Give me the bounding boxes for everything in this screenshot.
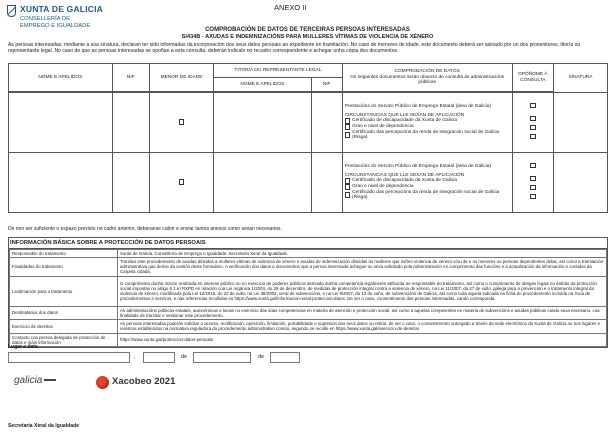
doc-dependencia-checkbox[interactable] bbox=[345, 124, 351, 130]
nome-cell[interactable] bbox=[9, 93, 113, 153]
page-title: COMPROBACIÓN DE DATOS DE TERCEIRAS PERSOAS INTERESADAS bbox=[205, 27, 410, 33]
doc-discapacidade: Certificado de discapacidade da Xunta de Galicia bbox=[352, 118, 457, 124]
col-opon: OPÓÑOME Á CONSULTA bbox=[512, 64, 553, 92]
privacy-text: Tramitar este procedemento de axudas dirixidas a mulleres vítimas de violencia de xénero e axudas de indemnización dirixidas ás mulleres que sofren violencia de xénero e/ou ás e os menores ou persoas dependentes delas, así como a tramitación administrativa que derive da xestión deste formulario. A verificación dos datos e documentos que a persoa interesada achegue ou sexa solicitado pola Administración en cumprimento das funcións e a actualización da información e contidos da Carpeta cidadá. bbox=[118, 257, 607, 276]
xunta-crest-icon bbox=[7, 5, 16, 17]
year-input[interactable] bbox=[270, 352, 300, 363]
privacy-row bbox=[10, 257, 607, 276]
menor-checkbox[interactable] bbox=[179, 179, 185, 185]
docs-cell bbox=[342, 93, 512, 153]
doc-dependencia: Grao e nivel de dependencia bbox=[352, 184, 414, 189]
privacy-label: Lexitimación para o tratamento bbox=[10, 276, 118, 306]
titor-nif-cell[interactable] bbox=[311, 153, 342, 213]
privacy-label: Finalidades do tratamento bbox=[10, 257, 118, 276]
opon-dependencia-checkbox[interactable] bbox=[530, 125, 536, 131]
opon-cell bbox=[512, 93, 553, 153]
place-input[interactable] bbox=[8, 352, 130, 363]
privacy-row bbox=[10, 276, 607, 306]
doc-dependencia-checkbox[interactable] bbox=[345, 184, 351, 190]
opon-risga-checkbox[interactable] bbox=[530, 134, 536, 140]
privacy-table bbox=[9, 249, 607, 347]
doc-sepe: Prestacións do Servizo Público de Emprego Estatal (área de Galicia) bbox=[344, 104, 492, 110]
privacy-row bbox=[10, 319, 607, 333]
nif-cell[interactable] bbox=[112, 93, 149, 153]
titor-nif-cell[interactable] bbox=[311, 93, 342, 153]
place-date-label: Lugar e data bbox=[8, 344, 38, 350]
place-date-row bbox=[8, 352, 608, 364]
col-sinatura: SINATURA bbox=[554, 64, 608, 93]
space-note: De non ser suficiente o espazo previsto no cadro anterior, deberanse cubrir e enviar tantos anexos como sexan necesarios. bbox=[8, 226, 282, 232]
page-subtitle: SI434B - AXUDAS E INDEMNIZACIÓNS PARA MULLERES VÍTIMAS DE VIOLENCIA DE XÉNERO bbox=[181, 34, 434, 40]
col-menor: MENOR DE IDADE bbox=[149, 64, 213, 92]
col-titor-nome: NOME E APELIDOS bbox=[214, 78, 311, 92]
privacy-box bbox=[8, 237, 608, 348]
opon-risga-checkbox[interactable] bbox=[530, 194, 536, 200]
privacy-text: As administracións públicas estatais, autonómicas e locais no exercicio das súas competencias en materia de atención e protección social, así como a aquelas competentes en materia de subvencións e axudas públicas cando sexa necesario, coa finalidade de tramitar e xestionar este procedemento. bbox=[118, 306, 607, 319]
opon-cell bbox=[512, 153, 553, 213]
sinatura-cell[interactable] bbox=[554, 153, 608, 213]
nome-cell[interactable] bbox=[9, 153, 113, 213]
privacy-text: O cumprimento dunha misión realizada en interese público ou no exercicio de poderes públicos derivada dunha competencia legalmente atribuída ao responsable do tratamento, así como o cumprimento de obrigas legais no ámbito da protección social impostas no artigo 6.1.e) RXPD en relación coa Lei orgánica 1/2004, do 28 de decembro, de medidas de protección integral contra a violencia de xénero, na Lei 11/2007, do 27 de xullo, galega para a prevención e o tratamento integral da violencia de xénero, modificada pola Lei 12/2016, do 22 de xullo, na Lei 38/2003, xeral de subvencións, e na Lei 9/2007, do 13 de xuño, de subvencións de Galicia, así como toda aquela indicada na ficha do procedemento incluída na Guía de procedementos e servizos, e nas referencias recollidas en https://www.xunta.gal/informacion-xeral-proteccion-datos. De ser o caso, consentimento das persoas interesadas, cando corresponda. bbox=[118, 276, 607, 306]
sinatura-cell[interactable] bbox=[554, 93, 608, 153]
col-nif: NIF bbox=[112, 64, 149, 92]
annex-label: ANEXO II bbox=[274, 3, 307, 12]
privacy-text: https://www.xunta.gal/proteccion-datos-persoais bbox=[118, 333, 607, 346]
titor-nome-cell[interactable] bbox=[214, 153, 311, 213]
privacy-label: Responsable do tratamento bbox=[10, 249, 118, 257]
date-de-1: de bbox=[181, 354, 188, 360]
titor-nome-cell[interactable] bbox=[214, 93, 311, 153]
date-comma: , bbox=[134, 354, 136, 360]
privacy-text: Xunta de Galicia. Consellería de Emprego e Igualdade. Secretaría Xeral da Igualdade. bbox=[118, 249, 607, 257]
privacy-label: Destinatarios dos datos bbox=[10, 306, 118, 319]
person-row bbox=[9, 93, 608, 153]
doc-discapacidade: Certificado de discapacidade da Xunta de Galicia bbox=[352, 178, 457, 184]
doc-dependencia: Grao e nivel de dependencia bbox=[352, 124, 414, 129]
privacy-row bbox=[10, 333, 607, 346]
person-row bbox=[9, 153, 608, 213]
doc-circunstancias: CIRCUNSTANCIAS QUE LLE SEXAN DE APLICACIÓN bbox=[344, 112, 465, 118]
col-titor-nif: NIF bbox=[311, 78, 342, 92]
opon-sepe-checkbox[interactable] bbox=[530, 103, 536, 109]
intro-text: As persoas interesadas, mediante a súa sinatura, declaran ter sido informadas da incorporación dos seus datos persoais ao expediente en tramitación. No caso de menores de idade, este documento deberá ser asinado por un dos proxenitores, titor/a ou representante legal. No caso de que as persoas interesadas se opoñan a esta consulta, deberán indicalo no recadro correspondente e achegar unha copia dos documentos. bbox=[8, 42, 581, 55]
menor-checkbox[interactable] bbox=[179, 119, 185, 125]
doc-risga-checkbox[interactable] bbox=[345, 132, 350, 138]
privacy-text: As persoas interesadas poderán solicitar o acceso, rectificación, oposición, limitación, portabilidade e supresión dos seus datos ou retirar, de ser o caso, o consentimento outorgado a través da sede electrónica da Xunta de Galicia ou nos lugares e rexistros establecidos na normativa reguladora do procedemento administrativo común, segundo se recolle en https://www.xunta.gal/exercicio-de-dereitos bbox=[118, 319, 607, 333]
doc-risga: Certificado das percepcións da renda de integración social de Galicia (Risga) bbox=[352, 189, 500, 201]
doc-sepe: Prestacións do Servizo Público de Emprego Estatal (área de Galicia) bbox=[344, 164, 492, 170]
xacobeo-mark-icon bbox=[96, 376, 109, 389]
galicia-swoosh-icon bbox=[44, 379, 56, 381]
logo-line1: XUNTA DE GALICIA bbox=[20, 4, 104, 14]
col-comprob: COMPROBACIÓN DE DATOS Os seguintes documentos serán obxecto de consulta ás administracións públicas bbox=[342, 64, 512, 92]
logo-line2: CONSELLERÍA DE EMPREGO E IGUALDADE bbox=[20, 16, 91, 29]
opon-sepe-checkbox[interactable] bbox=[530, 163, 536, 169]
opon-discapacidade-checkbox[interactable] bbox=[530, 176, 536, 182]
month-input[interactable] bbox=[193, 352, 251, 363]
doc-risga-checkbox[interactable] bbox=[345, 192, 350, 198]
menor-cell bbox=[149, 93, 213, 153]
opon-dependencia-checkbox[interactable] bbox=[530, 185, 536, 191]
privacy-heading: INFORMACIÓN BÁSICA SOBRE A PROTECCIÓN DE DATOS PERSOAIS bbox=[9, 238, 607, 249]
privacy-label: Contacto coa persoa delegada de protección de datos e máis información bbox=[10, 333, 118, 346]
privacy-row bbox=[10, 249, 607, 257]
galicia-logo: galicia bbox=[14, 375, 56, 387]
privacy-row bbox=[10, 306, 607, 319]
footer-logos bbox=[8, 372, 608, 394]
doc-circunstancias: CIRCUNSTANCIAS QUE LLE SEXAN DE APLICACIÓN bbox=[344, 172, 465, 178]
privacy-label: Exercicio de dereitos bbox=[10, 319, 118, 333]
day-input[interactable] bbox=[143, 352, 175, 363]
opon-discapacidade-checkbox[interactable] bbox=[530, 116, 536, 122]
xacobeo-logo: Xacobeo 2021 bbox=[96, 374, 175, 390]
docs-cell bbox=[342, 153, 512, 213]
persons-table bbox=[8, 63, 608, 213]
col-nome: NOME E APELIDOS bbox=[9, 64, 113, 92]
secretaria-label: Secretaría Xeral da Igualdade bbox=[8, 423, 80, 429]
nif-cell[interactable] bbox=[112, 153, 149, 213]
doc-risga: Certificado das percepcións da renda de integración social de Galicia (Risga) bbox=[352, 129, 500, 141]
date-de-2: de bbox=[258, 354, 265, 360]
menor-cell bbox=[149, 153, 213, 213]
col-titor: TITOR/A OU REPRESENTANTE LEGAL bbox=[214, 64, 342, 78]
